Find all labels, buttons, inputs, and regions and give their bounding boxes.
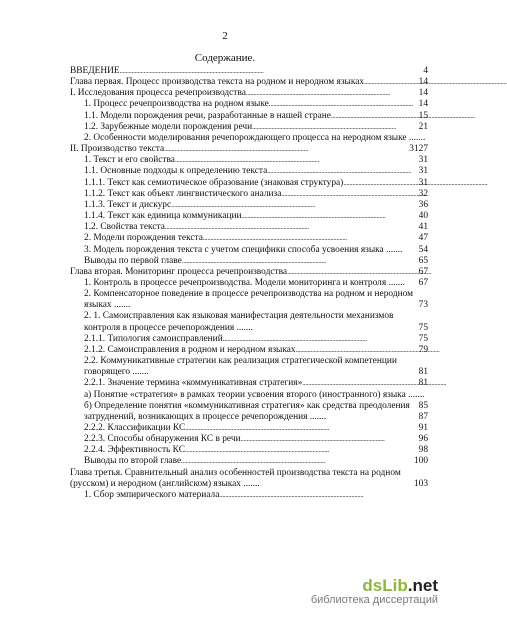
toc-entry-page: 87: [418, 411, 428, 422]
toc-leader: [203, 233, 418, 244]
toc-entry-page: 4: [423, 66, 428, 76]
toc-entry-text: 1.2. Свойства текста: [84, 222, 165, 233]
toc-leader: [269, 99, 418, 110]
toc-entry: [70, 468, 428, 490]
toc-entry: [70, 445, 428, 456]
toc-entry-page: 14: [418, 88, 428, 99]
toc-leader: [185, 445, 418, 456]
toc-entry: [70, 155, 428, 166]
toc-entry-page: 85: [418, 400, 428, 411]
toc-entry-page: 67: [418, 277, 428, 288]
toc-entry-text: 2.1.2. Самоисправления в родном и неродном языках: [84, 344, 296, 355]
toc-entry: [70, 189, 428, 200]
toc-entry-page: 40: [418, 211, 428, 222]
watermark: [311, 576, 438, 606]
toc-entry: [70, 256, 428, 267]
toc-entry-page: 103: [413, 478, 428, 489]
toc-entry: [70, 77, 428, 88]
toc-entry-text: 1. Контроль в процессе речепроизводства. Модели мониторинга и контроля: [84, 277, 387, 288]
toc-entry-text: 1.2. Зарубежные модели порождения речи: [84, 121, 253, 132]
toc-entry-page: 47: [418, 233, 428, 244]
toc-entry-text: 2.2. Коммуникативные стратегии как реализация стратегической компетенции говорящего: [84, 356, 397, 378]
toc-entry: [70, 345, 428, 356]
toc-entry-text: 1.1.1. Текст как семиотическое образование (знаковая структура): [84, 177, 344, 188]
toc-entry-text: а) Понятие «стратегия» в рамках теории усвоения второго (иностранного) языка: [84, 389, 406, 400]
toc-entry: [70, 88, 428, 99]
toc-entry-page: 73: [418, 300, 428, 311]
toc-leader: [223, 334, 418, 345]
watermark-logo-main: dsLib: [362, 576, 408, 595]
toc-entry-text: 2. 1. Самоисправления как языковая манифестация деятельности механизмов контроля в процессе речепорождения: [84, 311, 394, 333]
toc-entry: [70, 211, 428, 222]
toc-entry-page: 91: [418, 423, 428, 433]
toc-entry: [70, 278, 428, 289]
toc-entry-text: 1. Текст и его свойства: [84, 155, 175, 166]
toc-leader: [165, 222, 418, 233]
toc-entry-page: 31: [418, 155, 428, 166]
toc-leader: [241, 434, 418, 445]
toc-leader: [219, 490, 427, 501]
toc-entry-text: 2.2.1. Значение термина «коммуникативная стратегия»: [84, 378, 303, 389]
toc-entry-page: 27: [418, 144, 428, 155]
toc-entry-text: 2. Особенности моделирования речепорождающего процесса на неродном языке: [84, 132, 407, 143]
toc-entry: [70, 66, 428, 77]
toc-entry-page: 41: [418, 222, 428, 233]
toc-entry: [70, 245, 428, 256]
toc-entry-text: Глава вторая. Мониторинг процесса речепроизводства: [70, 266, 288, 277]
toc-leader: .......: [111, 300, 131, 311]
watermark-logo: [311, 576, 438, 596]
toc-entry-text: Глава первая. Процесс производства текста на родном и неродном языках: [70, 77, 365, 88]
toc-entry: [70, 99, 428, 110]
toc-entry-text: Выводы по второй главе: [84, 456, 182, 467]
toc-entry: [70, 401, 428, 423]
toc-leader: [343, 178, 417, 189]
watermark-logo-domain: .net: [407, 576, 438, 595]
toc-entry-page: 15: [418, 110, 428, 121]
toc-entry-text: II. Производство текста: [70, 144, 165, 155]
toc-leader: [185, 423, 417, 434]
toc-entry-page: 32: [418, 188, 428, 199]
toc-leader: .......: [307, 411, 327, 422]
toc-leader: [267, 166, 417, 177]
toc-entry-page: 31: [409, 144, 419, 155]
toc-entry-page: 67: [418, 266, 428, 277]
toc-entry-text: б) Определение понятия «коммуникативная стратегия» как средства преодоления затруднений, возникающих в процессе речепорождения: [84, 400, 410, 422]
toc-leader: [281, 189, 417, 200]
toc-title: Содержание.: [194, 52, 256, 64]
toc-leader: [331, 111, 418, 122]
toc-leader: [287, 267, 418, 278]
toc-entry-text: 1.1.2. Текст как объект лингвистического анализа: [84, 188, 282, 199]
toc-entry-page: 65: [418, 255, 428, 266]
toc-leader: [182, 256, 418, 267]
toc-entry-text: Глава третья. Сравнительный анализ особенностей производства текста на родном (русском) и неродном (английском) языках: [70, 467, 401, 489]
toc-entry-page: 96: [418, 434, 428, 445]
toc-entry-page: 36: [418, 199, 428, 210]
toc-entry: [70, 122, 428, 133]
toc-entry: [70, 356, 428, 378]
watermark-subtitle: библиотека диссертаций: [310, 594, 438, 606]
toc-leader: [171, 200, 417, 211]
toc-entry: [70, 289, 428, 311]
page-number: 2: [222, 30, 228, 42]
toc-entry-text: 2. Модели порождения текста: [84, 233, 203, 244]
toc-entry: [70, 334, 428, 345]
toc-entry: [70, 378, 428, 389]
toc-entry: [70, 166, 428, 177]
toc-entry-page: 14: [418, 77, 428, 88]
toc-leader: [364, 77, 418, 88]
toc-leader: [302, 378, 417, 389]
toc-entry-page: 75: [418, 322, 428, 333]
toc-entry: [70, 222, 428, 233]
toc-leader: .......: [383, 244, 403, 255]
toc-leader: [242, 211, 418, 222]
toc-entry-text: 2.2.4. Эффективность КС: [84, 445, 185, 456]
toc-entry-text: 3. Модель порождения текста с учетом специфики способа усвоения языка: [84, 244, 384, 255]
toc-entry: [70, 178, 428, 189]
toc-entry-text: 1.1.4. Текст как единица коммуникации: [84, 211, 242, 222]
toc-entry-page: 14: [418, 99, 428, 110]
toc-entry-text: 2.1.1. Типология самоисправлений: [84, 333, 223, 344]
toc-entry-page: 98: [418, 445, 428, 456]
toc-entry: [70, 233, 428, 244]
toc-entry-page: 31: [418, 177, 428, 188]
toc-entry-page: 100: [413, 456, 428, 467]
toc-leader: [175, 155, 418, 166]
toc-entry: [70, 144, 419, 155]
toc-leader: [296, 345, 418, 356]
toc-entry-page: 81: [418, 378, 428, 389]
toc-leader: [164, 144, 408, 155]
toc-entry-text: 2.2.3. Способы обнаружения КС в речи: [84, 434, 241, 445]
toc-entry-page: 79: [418, 344, 428, 355]
toc-leader: [252, 122, 418, 133]
toc-entry-text: 1. Процесс речепроизводства на родном языке: [84, 99, 269, 110]
toc-entry-page: 31: [418, 166, 428, 177]
toc-entry-text: Выводы по первой главе: [84, 255, 182, 266]
toc-leader: [120, 66, 423, 77]
toc-leader: .......: [241, 478, 260, 489]
toc-leader: .......: [386, 277, 405, 288]
toc-entry-page: 81: [418, 367, 428, 378]
toc-entry: [70, 111, 428, 122]
toc-leader: .......: [405, 389, 425, 400]
toc-entry: [70, 200, 428, 211]
table-of-contents: [70, 66, 428, 501]
toc-entry-text: I. Исследования процесса речепроизводства: [70, 88, 246, 99]
toc-entry-text: 2.2.2. Классификации КС: [84, 423, 186, 433]
toc-entry-text: 2. Компенсаторное поведение в процессе речепроизводства на родном и неродном языках: [84, 289, 414, 311]
toc-leader: [181, 456, 413, 467]
toc-entry-page: 21: [418, 121, 428, 132]
toc-entry: [70, 267, 428, 278]
toc-entry-text: 1.1.3. Текст и дискурс: [84, 199, 172, 210]
toc-leader: .......: [406, 132, 426, 143]
toc-entry: [70, 311, 428, 333]
toc-leader: .......: [130, 367, 149, 378]
toc-entry-page: 75: [418, 333, 428, 344]
toc-entry-text: 1.1. Основные подходы к определению текста: [84, 166, 268, 177]
toc-entry-text: ВВЕДЕНИЕ: [70, 66, 120, 76]
toc-entry: [70, 456, 428, 467]
toc-entry: [70, 490, 428, 501]
toc-entry: [70, 434, 428, 445]
toc-leader: [246, 88, 418, 99]
toc-entry-text: 1.1. Модели порождения речи, разработанные в нашей стране: [84, 110, 331, 121]
toc-entry-text: 1. Сбор эмпирического материала: [84, 489, 220, 500]
toc-leader: .......: [234, 322, 253, 333]
toc-entry: [70, 423, 428, 434]
toc-entry-page: 54: [418, 244, 428, 255]
